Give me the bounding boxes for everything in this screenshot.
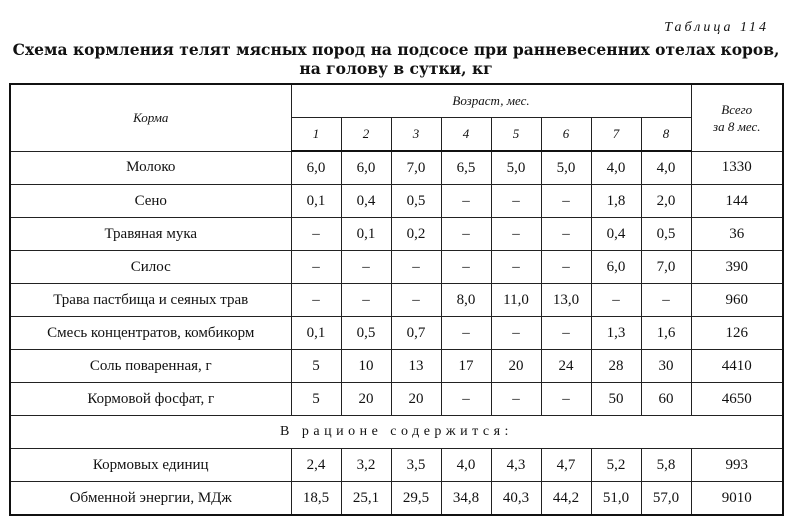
table-row <box>10 151 783 185</box>
month-value: – <box>491 317 541 350</box>
month-value: 0,5 <box>641 218 691 251</box>
age-column-header: Возраст, мес. <box>291 84 691 118</box>
month-value: 28 <box>591 350 641 383</box>
feed-name: Силос <box>10 251 291 284</box>
month-value: 5 <box>291 383 341 416</box>
month-value: – <box>291 218 341 251</box>
month-value: 8,0 <box>441 284 491 317</box>
month-value: 5,0 <box>491 151 541 185</box>
month-value: 6,0 <box>591 251 641 284</box>
month-value: 4,0 <box>641 151 691 185</box>
section-label: В рационе содержится: <box>10 416 783 449</box>
feed-name: Соль поваренная, г <box>10 350 291 383</box>
month-value: 0,4 <box>341 185 391 218</box>
month-value: 2,0 <box>641 185 691 218</box>
month-value: 7,0 <box>641 251 691 284</box>
table-title <box>10 40 782 78</box>
total-value: 960 <box>691 284 783 317</box>
month-value: – <box>641 284 691 317</box>
total-value: 36 <box>691 218 783 251</box>
table-row <box>10 185 783 218</box>
month-value: – <box>491 218 541 251</box>
month-value: 4,0 <box>591 151 641 185</box>
month-header-6: 6 <box>541 118 591 152</box>
month-value: 3,2 <box>341 449 391 482</box>
month-value: 20 <box>341 383 391 416</box>
section-row <box>10 416 783 449</box>
month-value: 6,0 <box>341 151 391 185</box>
month-value: 0,2 <box>391 218 441 251</box>
month-value: 50 <box>591 383 641 416</box>
feed-name: Кормовых единиц <box>10 449 291 482</box>
month-value: 13,0 <box>541 284 591 317</box>
month-value: – <box>291 284 341 317</box>
month-value: 5,8 <box>641 449 691 482</box>
month-value: 34,8 <box>441 482 491 516</box>
month-value: 0,5 <box>341 317 391 350</box>
month-header-2: 2 <box>341 118 391 152</box>
feeding-schedule-table <box>9 83 784 516</box>
total-header-line-1: Всего <box>721 101 753 117</box>
month-value: 17 <box>441 350 491 383</box>
month-value: 0,5 <box>391 185 441 218</box>
month-value: 20 <box>391 383 441 416</box>
month-value: 0,1 <box>291 185 341 218</box>
month-value: – <box>491 185 541 218</box>
feed-name: Травяная мука <box>10 218 291 251</box>
feed-name: Сено <box>10 185 291 218</box>
total-column-header <box>691 84 783 151</box>
month-header-1: 1 <box>291 118 341 152</box>
total-value: 9010 <box>691 482 783 516</box>
table-body <box>10 151 783 515</box>
total-value: 4650 <box>691 383 783 416</box>
month-value: 57,0 <box>641 482 691 516</box>
month-value: 4,7 <box>541 449 591 482</box>
feed-name: Смесь концентратов, комбикорм <box>10 317 291 350</box>
month-value: 24 <box>541 350 591 383</box>
month-value: – <box>441 383 491 416</box>
month-value: 3,5 <box>391 449 441 482</box>
feed-name: Кормовой фосфат, г <box>10 383 291 416</box>
table-number-label: Таблица 114 <box>664 20 769 35</box>
month-value: – <box>441 218 491 251</box>
feed-name: Обменной энергии, МДж <box>10 482 291 516</box>
month-value: – <box>291 251 341 284</box>
month-value: – <box>541 317 591 350</box>
month-value: – <box>341 251 391 284</box>
month-value: 18,5 <box>291 482 341 516</box>
table-row <box>10 350 783 383</box>
month-value: 44,2 <box>541 482 591 516</box>
month-value: 0,7 <box>391 317 441 350</box>
table-row <box>10 284 783 317</box>
feed-name: Трава пастбища и сеяных трав <box>10 284 291 317</box>
total-value: 144 <box>691 185 783 218</box>
total-value: 390 <box>691 251 783 284</box>
month-value: 1,8 <box>591 185 641 218</box>
month-value: 7,0 <box>391 151 441 185</box>
title-line-2: на голову в сутки, кг <box>299 59 493 78</box>
month-value: 13 <box>391 350 441 383</box>
month-header-8: 8 <box>641 118 691 152</box>
month-value: – <box>341 284 391 317</box>
month-value: 51,0 <box>591 482 641 516</box>
feed-column-header: Корма <box>10 84 291 151</box>
month-value: – <box>441 317 491 350</box>
month-value: 30 <box>641 350 691 383</box>
month-value: 5,2 <box>591 449 641 482</box>
month-header-5: 5 <box>491 118 541 152</box>
title-line-1: Схема кормления телят мясных пород на подсосе при ранневесенних отелах коров, <box>12 40 780 59</box>
table-row <box>10 383 783 416</box>
month-value: 6,5 <box>441 151 491 185</box>
month-value: – <box>541 383 591 416</box>
month-value: – <box>541 251 591 284</box>
month-value: – <box>491 251 541 284</box>
total-value: 4410 <box>691 350 783 383</box>
month-value: 4,3 <box>491 449 541 482</box>
table-row <box>10 317 783 350</box>
month-value: 40,3 <box>491 482 541 516</box>
table-row <box>10 251 783 284</box>
total-value: 993 <box>691 449 783 482</box>
month-value: 1,6 <box>641 317 691 350</box>
month-value: 1,3 <box>591 317 641 350</box>
month-value: 6,0 <box>291 151 341 185</box>
month-value: 10 <box>341 350 391 383</box>
total-header-line-2: за 8 мес. <box>713 118 761 134</box>
month-value: – <box>491 383 541 416</box>
month-header-4: 4 <box>441 118 491 152</box>
month-value: 4,0 <box>441 449 491 482</box>
month-value: – <box>591 284 641 317</box>
month-value: 0,4 <box>591 218 641 251</box>
month-value: 5 <box>291 350 341 383</box>
total-value: 1330 <box>691 151 783 185</box>
month-value: – <box>541 218 591 251</box>
month-value: 25,1 <box>341 482 391 516</box>
month-value: 2,4 <box>291 449 341 482</box>
month-header-7: 7 <box>591 118 641 152</box>
table-row <box>10 449 783 482</box>
month-value: 60 <box>641 383 691 416</box>
month-value: – <box>441 251 491 284</box>
feed-name: Молоко <box>10 151 291 185</box>
month-value: – <box>541 185 591 218</box>
month-value: 0,1 <box>341 218 391 251</box>
month-value: 5,0 <box>541 151 591 185</box>
month-value: – <box>391 284 441 317</box>
month-value: – <box>441 185 491 218</box>
total-value: 126 <box>691 317 783 350</box>
table-row <box>10 218 783 251</box>
month-value: – <box>391 251 441 284</box>
month-value: 29,5 <box>391 482 441 516</box>
month-value: 11,0 <box>491 284 541 317</box>
month-header-3: 3 <box>391 118 441 152</box>
month-value: 0,1 <box>291 317 341 350</box>
month-value: 20 <box>491 350 541 383</box>
